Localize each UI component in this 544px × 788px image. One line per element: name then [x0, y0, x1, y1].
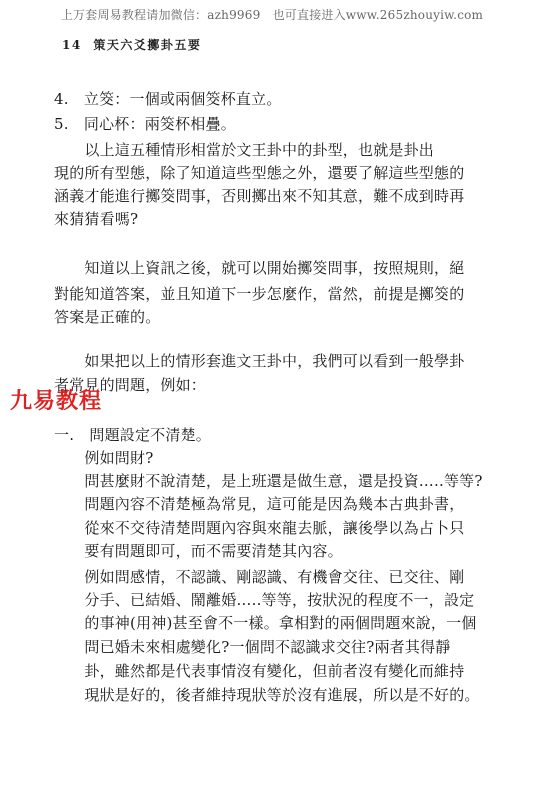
paragraph-line: 的事神(用神)甚至會不一樣。拿相對的兩個問題來說，一個 — [54, 614, 477, 632]
paragraph-line: 分手、已結婚、鬧離婚…..等等，按狀況的程度不一，設定 — [54, 591, 475, 609]
book-title: 策天六爻擲卦五要 — [93, 38, 202, 52]
paragraph-line: 要有問題即可，而不需要清楚其內容。 — [54, 542, 343, 560]
paragraph-line: 從來不交待清楚問題內容與來龍去脈，讓後學以為占卜只 — [54, 519, 465, 537]
paragraph-line: 對能知道答案，並且知道下一步怎麼作，當然，前提是擲筊的 — [54, 285, 465, 303]
paragraph-line: 現狀是好的，後者維持現狀等於沒有進展，所以是不好的。 — [54, 686, 480, 704]
paragraph-line: 問題內容不清楚極為常見，這可能是因為幾本古典卦書， — [54, 495, 465, 513]
paragraph-line: 答案是正確的。 — [54, 308, 161, 326]
list-item-tongxinbei: 5. 同心杯：兩筊杯相疊。 — [54, 115, 236, 133]
paragraph-line: 例如問財? — [54, 449, 154, 467]
paragraph-line: 卦，雖然都是代表事情沒有變化，但前者沒有變化而維持 — [54, 662, 465, 680]
watermark-banner: 上万套周易教程请加微信：azh9969 也可直接进入www.265zhouyiw.com — [60, 8, 484, 22]
running-header — [62, 36, 201, 53]
paragraph-line: 以上這五種情形相當於文王卦中的卦型，也就是卦出 — [54, 141, 435, 159]
paragraph-line: 問已婚未來相處變化?一個問不認識求交往?兩者其得靜 — [54, 638, 451, 656]
paragraph-line: 來猜猜看嗎? — [54, 210, 139, 228]
paragraph-line: 如果把以上的情形套進文王卦中，我們可以看到一般學卦 — [54, 352, 465, 370]
red-watermark-stamp: 九易教程 — [10, 389, 103, 414]
paragraph-line: 例如問感情，不認識、剛認識、有機會交往、已交往、剛 — [54, 568, 465, 586]
paragraph-line: 問甚麼財不說清楚，是上班還是做生意，還是投資…..等等? — [54, 472, 483, 490]
page-number: 14 — [62, 38, 82, 52]
paragraph-line: 者常見的問題，例如： — [54, 376, 207, 394]
section-heading: 一. 問題設定不清楚。 — [54, 426, 211, 444]
paragraph-line: 涵義才能進行擲筊問事，否則擲出來不知其意，難不成到時再 — [54, 187, 465, 205]
list-item-lizhao: 4. 立筊：一個或兩個筊杯直立。 — [54, 90, 282, 108]
paragraph-line: 知道以上資訊之後，就可以開始擲筊問事，按照規則，絕 — [54, 259, 465, 277]
paragraph-line: 現的所有型態，除了知道這些型態之外，還要了解這些型態的 — [54, 164, 465, 182]
